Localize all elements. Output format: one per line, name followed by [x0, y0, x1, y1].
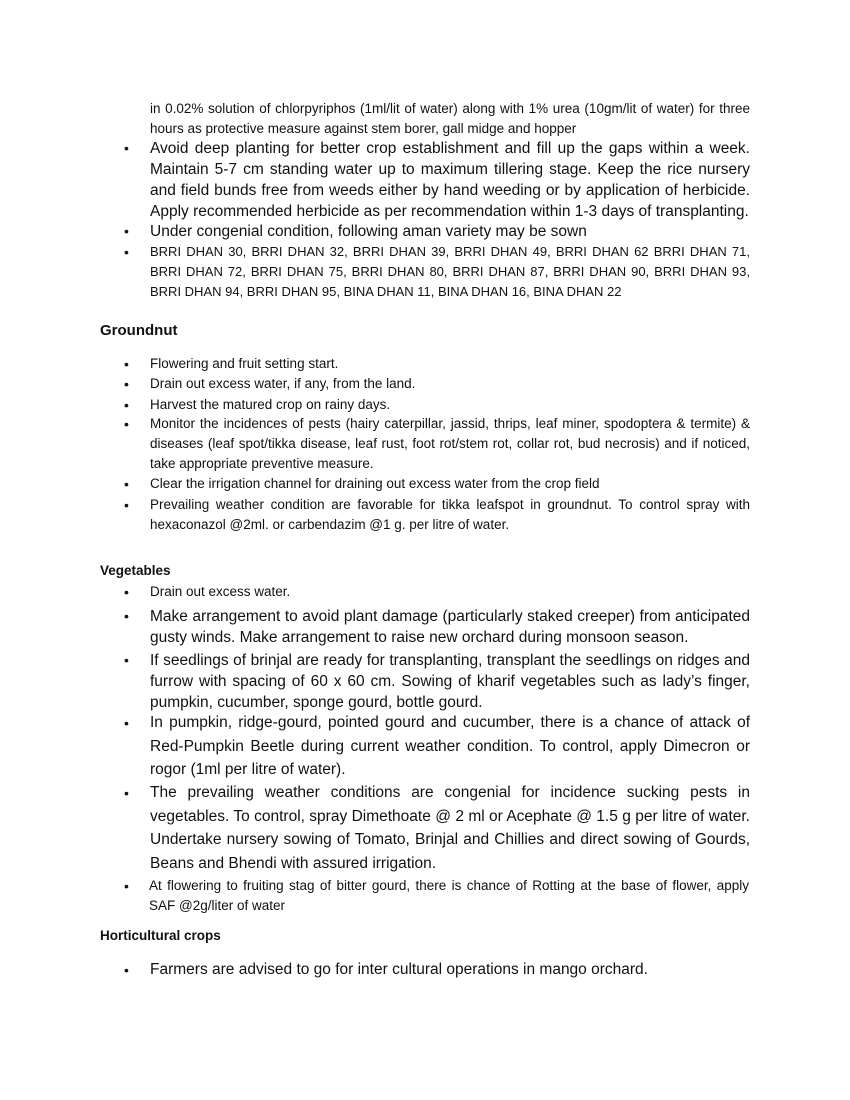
vegetables-bullet-2: Make arrangement to avoid plant damage (particularly staked creeper) from anticipated gusty winds. Make arrangement to raise new orchard during monsoon season. — [150, 608, 750, 646]
horticultural-heading: Horticultural crops — [100, 928, 221, 943]
bullet-icon: • — [124, 140, 129, 156]
groundnut-bullet-1: Flowering and fruit setting start. — [150, 356, 339, 371]
rice-bullet-aman: Under congenial condition, following aman variety may be sown — [150, 223, 587, 240]
bullet-icon: • — [124, 497, 129, 513]
bullet-icon: • — [124, 785, 129, 801]
bullet-icon: • — [124, 397, 129, 413]
bullet-icon: • — [124, 652, 129, 668]
groundnut-heading: Groundnut — [100, 322, 178, 339]
vegetables-heading: Vegetables — [100, 563, 171, 578]
rice-continued-text: in 0.02% solution of chlorpyriphos (1ml/lit of water) along with 1% urea (10gm/lit of water) for three hours as protective measure against stem borer, gall midge and hopper — [150, 101, 750, 136]
bullet-icon: • — [124, 356, 129, 372]
rice-bullet-planting: Avoid deep planting for better crop establishment and fill up the gaps within a week. Maintain 5-7 cm standing water up to maximum tillering stage. Keep the rice nursery and field bunds free from weeds either by hand weeding or by application of herbicide. Apply recommended herbicide as per recommendation within 1-3 days of transplanting. — [150, 140, 750, 220]
vegetables-bullet-4: In pumpkin, ridge-gourd, pointed gourd and cucumber, there is a chance of attack of Red-Pumpkin Beetle during current weather condition. To control, apply Dimecron or rogor (1ml per litre of water). — [150, 714, 750, 778]
bullet-icon: • — [124, 376, 129, 392]
groundnut-bullet-6: Prevailing weather condition are favorable for tikka leafspot in groundnut. To control spray with hexaconazol @2ml. or carbendazim @1 g. per litre of water. — [150, 497, 750, 532]
vegetables-bullet-1: Drain out excess water. — [150, 584, 291, 599]
bullet-icon: • — [124, 416, 129, 432]
vegetables-bullet-5: The prevailing weather conditions are congenial for incidence sucking pests in vegetables. To control, spray Dimethoate @ 2 ml or Acephate @ 1.5 g per litre of water. Undertake nursery sowing of Tomato, Brinjal and Chillies and direct sowing of Gourds, Beans and Bhendi with assured irrigation. — [150, 784, 750, 872]
bullet-icon: • — [124, 584, 129, 600]
bullet-icon: • — [124, 878, 129, 894]
vegetables-bullet-6: At flowering to fruiting stag of bitter gourd, there is chance of Rotting at the base of flower, apply SAF @2g/liter of water — [149, 878, 749, 913]
groundnut-bullet-5: Clear the irrigation channel for draining out excess water from the crop field — [150, 476, 600, 491]
bullet-icon: • — [124, 244, 129, 260]
bullet-icon: • — [124, 715, 129, 731]
bullet-icon: • — [124, 476, 129, 492]
vegetables-bullet-3: If seedlings of brinjal are ready for transplanting, transplant the seedlings on ridges and furrow with spacing of 60 x 60 cm. Sowing of kharif vegetables such as lady’s finger, pumpkin, cucumber, sponge gourd, bottle gourd. — [150, 652, 750, 711]
groundnut-bullet-3: Harvest the matured crop on rainy days. — [150, 397, 391, 412]
rice-bullet-varieties: BRRI DHAN 30, BRRI DHAN 32, BRRI DHAN 39, BRRI DHAN 49, BRRI DHAN 62 BRRI DHAN 71, BRRI DHAN 72, BRRI DHAN 75, BRRI DHAN 80, BRRI DHAN 87, BRRI DHAN 90, BRRI DHAN 93, BRRI DHAN 94, BRRI DHAN 95, BINA DHAN 11, BINA DHAN 16, BINA DHAN 22 — [150, 244, 750, 299]
horticultural-bullet-1: Farmers are advised to go for inter cultural operations in mango orchard. — [150, 961, 648, 978]
bullet-icon: • — [124, 608, 129, 624]
bullet-icon: • — [124, 223, 129, 239]
groundnut-bullet-4: Monitor the incidences of pests (hairy caterpillar, jassid, thrips, leaf miner, spodoptera & termite) & diseases (leaf spot/tikka disease, leaf rust, foot rot/stem rot, collar rot, bud necrosis) and if noticed, take appropriate preventive measure. — [150, 416, 750, 471]
bullet-icon: • — [124, 962, 129, 978]
groundnut-bullet-2: Drain out excess water, if any, from the land. — [150, 376, 416, 391]
